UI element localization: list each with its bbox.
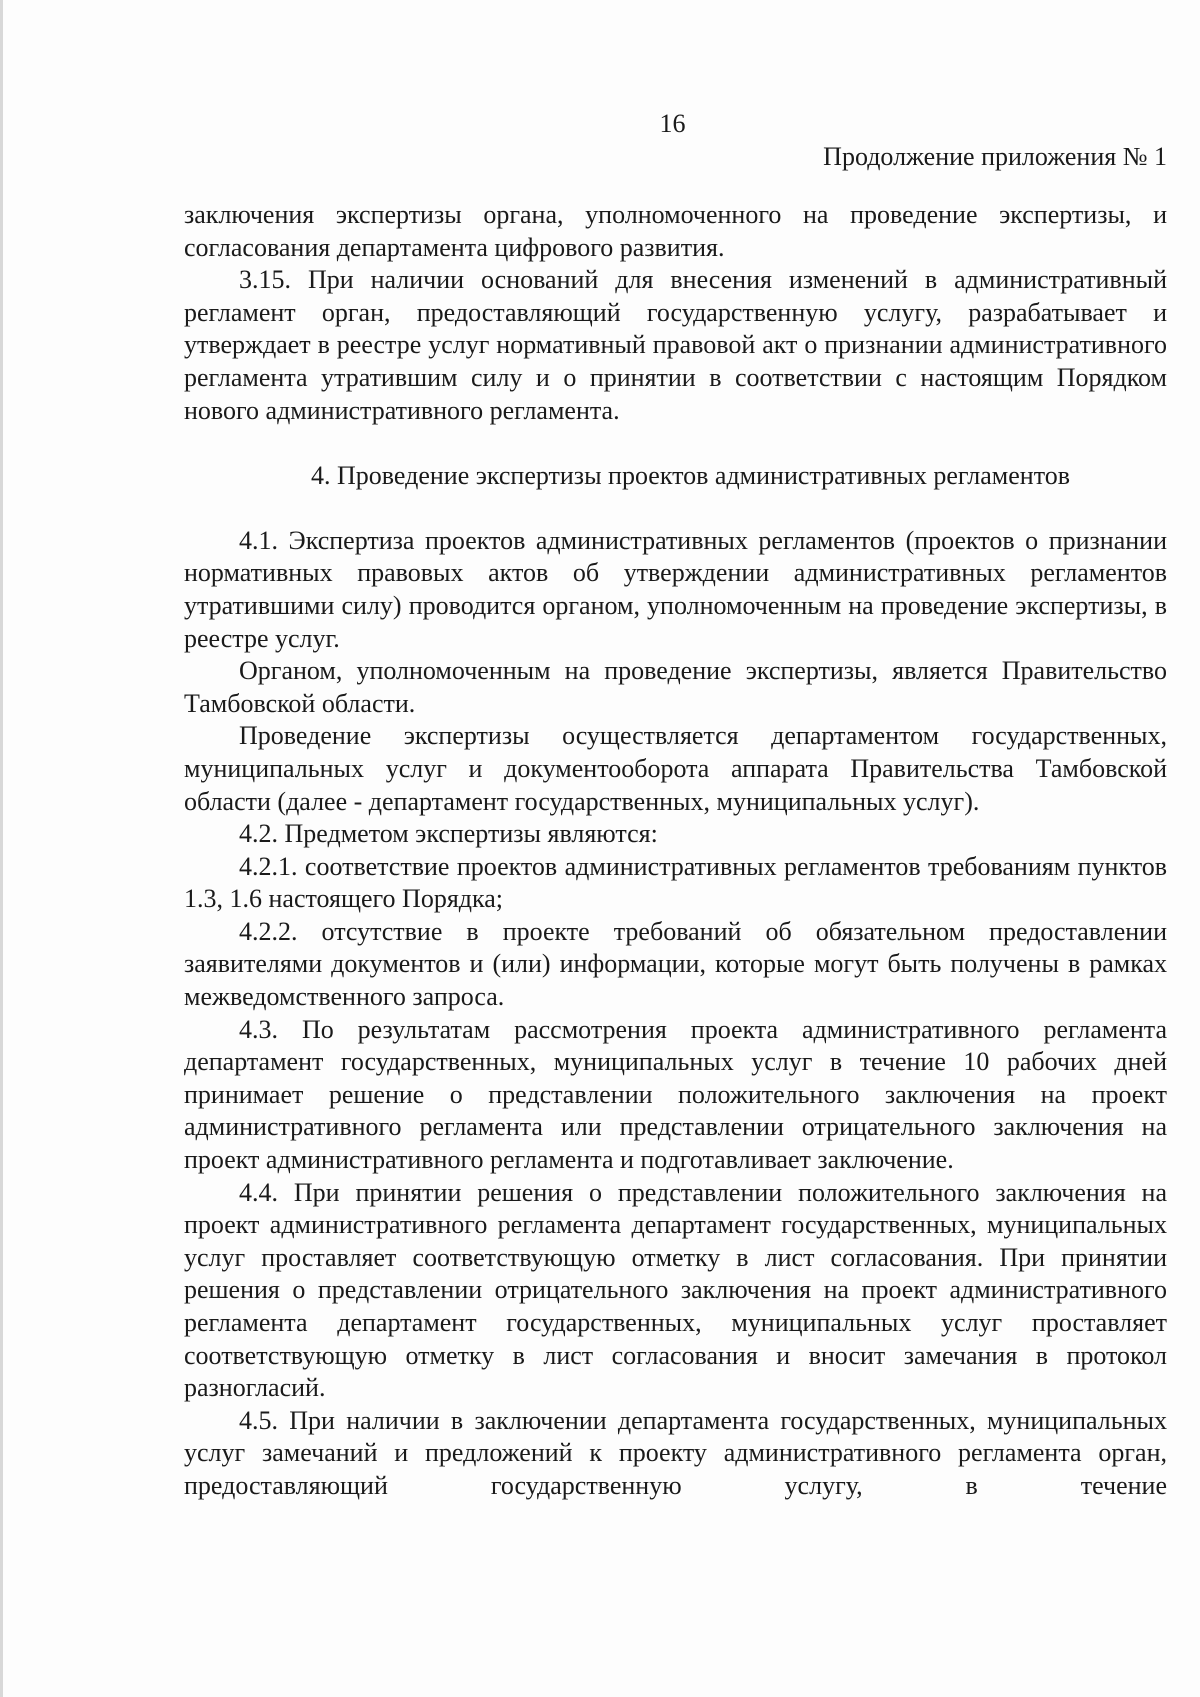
paragraph-4-1: 4.1. Экспертиза проектов административных регламентов (проектов о признании нормативных правовых актов об утверждении административных регламентов утратившими силу) проводится органом, уполномоченным на проведение экспертизы, в реестре услуг. (184, 525, 1167, 653)
section-4-heading: 4. Проведение экспертизы проектов административных регламентов (311, 461, 1070, 491)
paragraph-4-2: 4.2. Предметом экспертизы являются: (239, 819, 658, 849)
paragraph-4-2-2: 4.2.2. отсутствие в проекте требований об обязательном предоставлении заявителями документов и (или) информации, которые могут быть получены в рамках межведомственного запроса. (184, 916, 1167, 1012)
scan-edge (0, 0, 3, 1697)
paragraph-4-1-authority: Органом, уполномоченным на проведение экспертизы, является Правительство Тамбовской области. (184, 656, 1167, 718)
paragraph-4-4: 4.4. При принятии решения о представлении положительного заключения на проект административного регламента департамент государственных, муниципальных услуг проставляет соответствующую отметку в лист согласования. При принятии решения о представлении отрицательного заключения на проект административного регламента департамент государственных, муниципальных услуг проставляет соответствующую отметку в лист согласования и вносит замечания в протокол разногласий. (184, 1177, 1167, 1403)
paragraph-4-2-1: 4.2.1. соответствие проектов административных регламентов требованиям пунктов 1.3, 1.6 настоящего Порядка; (184, 851, 1167, 914)
paragraph-continuation: заключения экспертизы органа, уполномоченного на проведение экспертизы, и согласования департамента цифрового развития. (184, 200, 1167, 262)
document-body (184, 199, 1167, 1503)
paragraph-4-3: 4.3. По результатам рассмотрения проекта административного регламента департамент государственных, муниципальных услуг в течение 10 рабочих дней принимает решение о представлении положительного заключения на проект административного регламента или представлении отрицательного заключения на проект административного регламента и подготавливает заключение. (184, 1014, 1167, 1175)
paragraph-3-15: 3.15. При наличии оснований для внесения изменений в административный регламент орган, предоставляющий государственную услугу, разрабатывает и утверждает в реестре услуг нормативный правовой акт о признании административного регламента утратившим силу и о принятии в соответствии с настоящим Порядком нового административного регламента. (184, 265, 1167, 425)
appendix-note: Продолжение приложения № 1 (823, 142, 1167, 171)
paragraph-4-5: 4.5. При наличии в заключении департамента государственных, муниципальных услуг замечаний и предложений к проекту административного регламента орган, предоставляющий государственную услугу, в течение (184, 1405, 1167, 1500)
page-number: 16 (659, 109, 686, 138)
spacer (184, 493, 1167, 525)
paragraph-4-1-department: Проведение экспертизы осуществляется департаментом государственных, муниципальных услуг и документооборота аппарата Правительства Тамбовской области (далее - департамент государственных, муниципальных услуг). (184, 721, 1167, 816)
spacer (184, 427, 1167, 460)
